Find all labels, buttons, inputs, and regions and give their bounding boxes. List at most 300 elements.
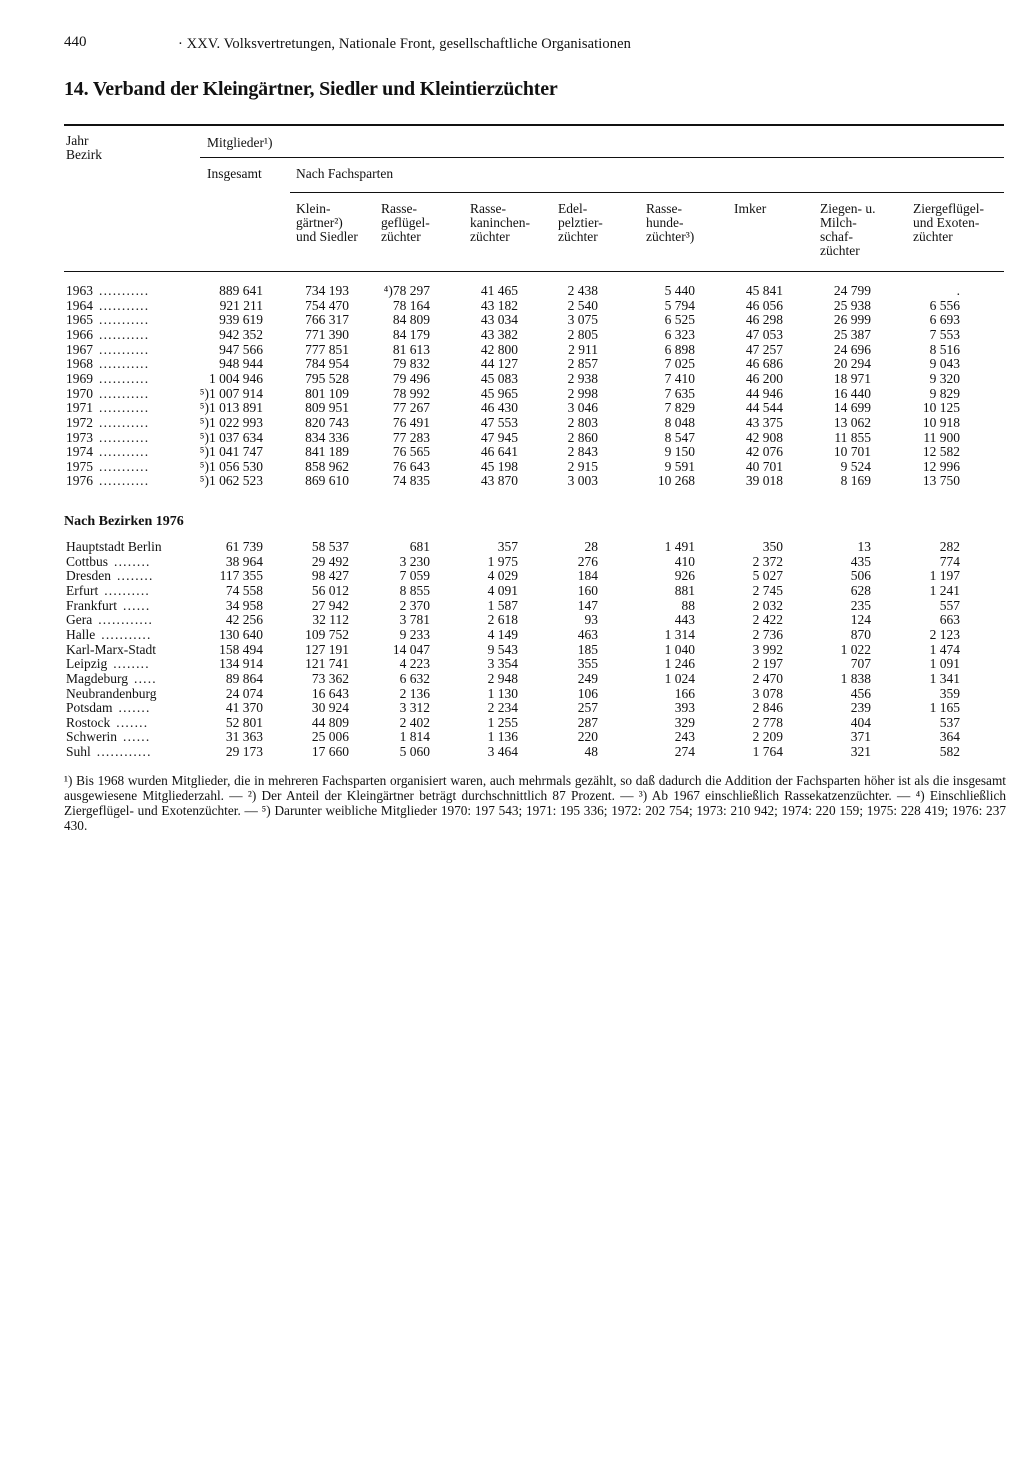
row-label-text: Magdeburg	[66, 670, 128, 686]
row-label-text: Erfurt	[66, 582, 99, 598]
cell-rassehunde: 88	[681, 597, 695, 613]
cell-imker: 42 908	[745, 429, 783, 445]
cell-kleingaertner: 809 951	[305, 400, 349, 416]
row-label-text: 1972	[66, 414, 93, 430]
cell-ziergefluegel: 537	[939, 714, 960, 730]
cell-rassehunde: 410	[674, 553, 695, 569]
row-label	[66, 298, 149, 314]
cell-edelpelztier: 220	[577, 729, 598, 745]
cell-rassekaninchen: 4 149	[487, 626, 518, 642]
cell-rassehunde: 443	[674, 612, 695, 628]
cell-rassegefluegel: 681	[409, 539, 430, 554]
cell-kleingaertner: 58 537	[311, 539, 349, 554]
cell-ziegen: 506	[850, 568, 871, 584]
cell-imker: 350	[762, 539, 783, 554]
row-label	[66, 554, 151, 570]
cell-insgesamt: 1 004 946	[209, 370, 263, 386]
row-leader-dots: ...........	[99, 473, 150, 489]
cell-insgesamt: 948 944	[219, 356, 263, 372]
cell-edelpelztier: 48	[584, 744, 598, 760]
cell-insgesamt: 158 494	[219, 641, 263, 657]
cell-insgesamt: 61 739	[225, 539, 263, 554]
row-label	[66, 371, 149, 387]
cell-rassehunde: 6 323	[664, 326, 695, 342]
cell-rassegefluegel: 3 230	[399, 553, 430, 569]
cell-insgesamt: ⁵)1 013 891	[199, 400, 263, 416]
cell-rassegefluegel: 79 496	[392, 370, 430, 386]
cell-edelpelztier: 257	[577, 700, 598, 716]
cell-insgesamt: ⁵)1 007 914	[199, 385, 263, 401]
cell-edelpelztier: 3 046	[567, 400, 598, 416]
cell-kleingaertner: 98 427	[311, 568, 349, 584]
row-label-text: Leipzig	[66, 656, 108, 672]
cell-edelpelztier: 2 540	[567, 297, 598, 313]
row-leader-dots: ........	[113, 656, 150, 672]
cell-kleingaertner: 109 752	[305, 626, 349, 642]
row-leader-dots: ........	[116, 568, 154, 584]
cell-rassehunde: 6 898	[664, 341, 695, 357]
cell-imker: 42 076	[745, 444, 783, 460]
cell-insgesamt: 24 074	[225, 685, 263, 701]
cell-insgesamt: 130 640	[219, 626, 263, 642]
cell-edelpelztier: 2 438	[567, 283, 598, 298]
cell-imker: 2 032	[752, 597, 783, 613]
cell-ziergefluegel: 1 165	[929, 700, 960, 716]
cell-rassegefluegel: 4 223	[399, 656, 430, 672]
header-line: kaninchen-	[470, 215, 530, 230]
header-nach-fachsparten: Nach Fachsparten	[296, 166, 394, 181]
row-label	[66, 473, 149, 489]
header-line: und Exoten-	[913, 215, 980, 230]
cell-rassegefluegel: 84 809	[392, 312, 430, 328]
cell-imker: 46 200	[745, 370, 783, 386]
row-label	[66, 386, 149, 402]
cell-ziergefluegel: 13 750	[922, 473, 960, 489]
cell-rassekaninchen: 1 255	[487, 714, 518, 730]
cell-edelpelztier: 287	[577, 714, 598, 730]
header-line: Milch-	[820, 215, 857, 230]
cell-rassegefluegel: 2 402	[399, 714, 430, 730]
cell-ziegen: 8 169	[840, 473, 871, 489]
row-label	[66, 415, 149, 431]
cell-rassekaninchen: 2 618	[487, 612, 518, 628]
cell-insgesamt: 134 914	[219, 656, 263, 672]
row-label	[66, 598, 150, 614]
cell-insgesamt: ⁵)1 037 634	[199, 429, 263, 445]
cell-imker: 3 078	[752, 685, 783, 701]
cell-imker: 5 027	[752, 568, 783, 584]
cell-kleingaertner: 766 317	[305, 312, 349, 328]
cell-rassehunde: 329	[674, 714, 695, 730]
cell-ziegen: 9 524	[840, 458, 871, 474]
cell-rassegefluegel: 6 632	[399, 670, 430, 686]
cell-imker: 2 736	[752, 626, 783, 642]
row-leader-dots: ...........	[99, 326, 150, 342]
cell-insgesamt: 889 641	[219, 283, 263, 298]
cell-rassekaninchen: 1 136	[487, 729, 518, 745]
cell-imker: 45 841	[745, 283, 783, 298]
cell-rassekaninchen: 43 382	[480, 326, 518, 342]
row-leader-dots: ...........	[99, 297, 150, 313]
row-label	[66, 642, 156, 658]
cell-rassegefluegel: ⁴)78 297	[383, 283, 430, 298]
row-leader-dots: ...........	[99, 444, 150, 460]
cell-rassehunde: 7 025	[664, 356, 695, 372]
page-number: 440	[64, 34, 87, 50]
cell-rassekaninchen: 45 965	[480, 385, 518, 401]
cell-rassehunde: 5 794	[664, 297, 695, 313]
row-label-text: 1970	[66, 385, 93, 401]
cell-ziegen: 239	[850, 700, 871, 716]
row-leader-dots: ............	[98, 612, 154, 628]
cell-ziergefluegel: 1 341	[929, 670, 960, 686]
cell-edelpelztier: 185	[577, 641, 598, 657]
cell-rassegefluegel: 5 060	[399, 744, 430, 760]
cell-edelpelztier: 160	[577, 582, 598, 598]
cell-edelpelztier: 355	[577, 656, 598, 672]
cell-edelpelztier: 2 938	[567, 370, 598, 386]
header-bottom-rule	[64, 271, 1004, 272]
cell-rassehunde: 1 024	[664, 670, 695, 686]
cell-ziegen: 235	[850, 597, 871, 613]
row-label-text: Neubrandenburg	[66, 685, 157, 701]
header-line: pelztier-	[558, 215, 603, 230]
cell-imker: 2 372	[752, 553, 783, 569]
row-label-text: Halle	[66, 626, 96, 642]
header-ziegen	[820, 202, 875, 258]
row-leader-dots: .....	[134, 670, 157, 686]
cell-ziergefluegel: 1 091	[929, 656, 960, 672]
row-label	[66, 444, 149, 460]
cell-rassegefluegel: 84 179	[392, 326, 430, 342]
cell-rassehunde: 7 829	[664, 400, 695, 416]
cell-imker: 2 745	[752, 582, 783, 598]
row-label-text: Cottbus	[66, 553, 109, 569]
cell-rassegefluegel: 76 643	[392, 458, 430, 474]
cell-insgesamt: ⁵)1 056 530	[199, 458, 263, 474]
cell-rassekaninchen: 46 641	[480, 444, 518, 460]
row-label-text: Frankfurt	[66, 597, 117, 613]
cell-rassehunde: 274	[674, 744, 695, 760]
cell-ziergefluegel: .	[956, 283, 960, 298]
cell-ziegen: 707	[850, 656, 871, 672]
cell-rassehunde: 1 246	[664, 656, 695, 672]
cell-edelpelztier: 28	[584, 539, 598, 554]
cell-kleingaertner: 734 193	[305, 283, 349, 298]
cell-rassehunde: 5 440	[664, 283, 695, 298]
cell-imker: 44 946	[745, 385, 783, 401]
cell-rassegefluegel: 3 312	[399, 700, 430, 716]
cell-rassegefluegel: 1 814	[399, 729, 430, 745]
row-leader-dots: ..........	[104, 582, 150, 598]
cell-edelpelztier: 2 911	[568, 341, 598, 357]
header-line: Ziegen- u.	[820, 201, 876, 216]
cell-rassekaninchen: 43 870	[480, 473, 518, 489]
cell-edelpelztier: 2 998	[567, 385, 598, 401]
cell-ziegen: 321	[850, 744, 871, 760]
cell-ziegen: 435	[850, 553, 871, 569]
row-label-text: Schwerin	[66, 729, 117, 745]
cell-rassegefluegel: 76 491	[392, 414, 430, 430]
header-line: Edel-	[558, 201, 588, 216]
header-mitglieder: Mitglieder¹)	[207, 135, 273, 150]
header-line: schaf-	[820, 229, 853, 244]
cell-insgesamt: 41 370	[225, 700, 263, 716]
cell-edelpelztier: 249	[577, 670, 598, 686]
row-label-text: 1968	[66, 356, 93, 372]
cell-kleingaertner: 17 660	[311, 744, 349, 760]
row-label-text: 1969	[66, 370, 93, 386]
cell-kleingaertner: 44 809	[311, 714, 349, 730]
header-line: Rasse-	[646, 201, 682, 216]
cell-imker: 40 701	[745, 458, 783, 474]
cell-edelpelztier: 3 075	[567, 312, 598, 328]
cell-imker: 43 375	[745, 414, 783, 430]
cell-kleingaertner: 25 006	[311, 729, 349, 745]
cell-rassehunde: 926	[674, 568, 695, 584]
cell-rassekaninchen: 2 234	[487, 700, 518, 716]
cell-ziegen: 1 838	[840, 670, 871, 686]
cell-imker: 2 470	[752, 670, 783, 686]
header-line: gärtner²)	[296, 215, 343, 230]
cell-rassegefluegel: 81 613	[392, 341, 430, 357]
cell-rassehunde: 10 268	[657, 473, 695, 489]
cell-rassekaninchen: 42 800	[480, 341, 518, 357]
cell-ziegen: 16 440	[833, 385, 871, 401]
row-leader-dots: ...........	[99, 312, 150, 328]
cell-ziergefluegel: 557	[939, 597, 960, 613]
cell-kleingaertner: 16 643	[311, 685, 349, 701]
header-line: Ziergeflügel-	[913, 201, 984, 216]
header-line: züchter	[381, 229, 421, 244]
cell-ziegen: 404	[850, 714, 871, 730]
row-leader-dots: ...........	[99, 356, 150, 372]
row-label-text: 1976	[66, 473, 93, 489]
cell-rassehunde: 1 040	[664, 641, 695, 657]
cell-rassekaninchen: 45 198	[480, 458, 518, 474]
cell-edelpelztier: 2 805	[567, 326, 598, 342]
cell-imker: 2 422	[752, 612, 783, 628]
cell-ziergefluegel: 10 125	[922, 400, 960, 416]
cell-insgesamt: 31 363	[225, 729, 263, 745]
cell-edelpelztier: 463	[577, 626, 598, 642]
running-head: · XXV. Volksvertretungen, Nationale Front, gesellschaftliche Organisationen	[178, 36, 632, 52]
cell-ziegen: 25 387	[833, 326, 871, 342]
cell-rassehunde: 1 314	[664, 626, 695, 642]
cell-insgesamt: 42 256	[225, 612, 263, 628]
cell-ziergefluegel: 12 582	[922, 444, 960, 460]
header-rassegefluegel	[381, 202, 430, 244]
cell-ziergefluegel: 774	[939, 553, 960, 569]
cell-imker: 44 544	[745, 400, 783, 416]
cell-ziegen: 1 022	[840, 641, 871, 657]
cell-insgesamt: 89 864	[225, 670, 263, 686]
row-label	[66, 342, 149, 358]
cell-ziergefluegel: 663	[939, 612, 960, 628]
cell-ziergefluegel: 1 197	[929, 568, 960, 584]
cell-ziergefluegel: 8 516	[929, 341, 960, 357]
districts-section-label: Nach Bezirken 1976	[64, 514, 184, 529]
cell-edelpelztier: 2 843	[567, 444, 598, 460]
cell-ziegen: 13 062	[833, 414, 871, 430]
row-label	[66, 400, 149, 416]
row-label-text: 1973	[66, 429, 93, 445]
cell-kleingaertner: 841 189	[305, 444, 349, 460]
cell-ziergefluegel: 6 556	[929, 297, 960, 313]
cell-insgesamt: 947 566	[219, 341, 263, 357]
cell-rassegefluegel: 7 059	[399, 568, 430, 584]
cell-imker: 47 257	[745, 341, 783, 357]
cell-rassekaninchen: 3 354	[487, 656, 518, 672]
cell-rassekaninchen: 47 553	[480, 414, 518, 430]
cell-ziegen: 24 799	[833, 283, 871, 298]
cell-rassekaninchen: 4 091	[487, 582, 518, 598]
cell-rassegefluegel: 9 233	[399, 626, 430, 642]
row-label-text: Hauptstadt Berlin	[66, 539, 162, 554]
cell-ziegen: 628	[850, 582, 871, 598]
row-label-text: 1975	[66, 458, 93, 474]
cell-ziergefluegel: 1 241	[929, 582, 960, 598]
header-line: Rasse-	[381, 201, 417, 216]
cell-rassekaninchen: 4 029	[487, 568, 518, 584]
cell-kleingaertner: 127 191	[305, 641, 349, 657]
row-label-text: 1971	[66, 400, 93, 416]
cell-rassehunde: 166	[674, 685, 695, 701]
row-leader-dots: .......	[116, 714, 149, 730]
cell-rassegefluegel: 3 781	[399, 612, 430, 628]
row-label-text: Suhl	[66, 744, 91, 760]
cell-rassegefluegel: 8 855	[399, 582, 430, 598]
cell-rassehunde: 8 048	[664, 414, 695, 430]
row-label-text: Gera	[66, 612, 93, 628]
cell-ziegen: 10 701	[833, 444, 871, 460]
cell-rassehunde: 1 491	[664, 539, 695, 554]
row-leader-dots: ......	[123, 597, 151, 613]
cell-insgesamt: 942 352	[219, 326, 263, 342]
cell-ziergefluegel: 282	[939, 539, 960, 554]
cell-imker: 46 056	[745, 297, 783, 313]
row-label-text: Potsdam	[66, 700, 113, 716]
cell-insgesamt: 117 355	[219, 568, 263, 584]
cell-rassegefluegel: 77 267	[392, 400, 430, 416]
cell-rassekaninchen: 43 182	[480, 297, 518, 313]
cell-ziergefluegel: 582	[939, 744, 960, 760]
cell-ziegen: 870	[850, 626, 871, 642]
cell-rassehunde: 9 150	[664, 444, 695, 460]
cell-rassekaninchen: 9 543	[487, 641, 518, 657]
cell-insgesamt: 921 211	[219, 297, 263, 313]
cell-rassegefluegel: 77 283	[392, 429, 430, 445]
cell-ziegen: 456	[850, 685, 871, 701]
cell-rassegefluegel: 2 370	[399, 597, 430, 613]
cell-ziegen: 11 855	[834, 429, 871, 445]
row-label-text: 1967	[66, 341, 93, 357]
row-leader-dots: ............	[96, 744, 152, 760]
cell-ziergefluegel: 7 553	[929, 326, 960, 342]
cell-edelpelztier: 184	[577, 568, 598, 584]
cell-insgesamt: 939 619	[219, 312, 263, 328]
cell-rassehunde: 881	[674, 582, 695, 598]
cell-insgesamt: 52 801	[225, 714, 263, 730]
cell-rassekaninchen: 47 945	[480, 429, 518, 445]
row-label	[66, 312, 149, 328]
cell-insgesamt: ⁵)1 062 523	[199, 473, 263, 489]
header-rassekaninchen	[470, 202, 530, 244]
cell-imker: 2 209	[752, 729, 783, 745]
row-label	[66, 671, 157, 687]
cell-rassekaninchen: 44 127	[480, 356, 518, 372]
row-label	[66, 744, 152, 760]
cell-rassekaninchen: 41 465	[480, 283, 518, 298]
cell-imker: 3 992	[752, 641, 783, 657]
header-jahr: Jahr	[66, 133, 89, 148]
cell-imker: 2 197	[752, 656, 783, 672]
cell-insgesamt: 29 173	[225, 744, 263, 760]
cell-ziergefluegel: 9 320	[929, 370, 960, 386]
footnotes: ¹) Bis 1968 wurden Mitglieder, die in mehreren Fachsparten organisiert waren, auch mehrmals gezählt, so daß dadurch die Addition der Fachsparten höher ist als die insgesamt ausgewiesene Mitgliederzahl. — ²) Der Anteil der Kleingärtner beträgt durchschnittlich 87 Prozent. — ³) Ab 1967 einschließlich Rassekatzenzüchter. — ⁴) Einschließlich Ziergeflügel- und Exotenzüchter. — ⁵) Darunter weibliche Mitglieder 1970: 197 543; 1971: 195 336; 1972: 202 754; 1973: 210 942; 1974: 220 159; 1975: 228 419; 1976: 237 430.	[64, 773, 1006, 833]
cell-ziergefluegel: 1 474	[929, 641, 960, 657]
header-edelpelztier	[558, 202, 603, 244]
cell-ziergefluegel: 9 043	[929, 356, 960, 372]
row-leader-dots: ...........	[99, 400, 150, 416]
header-line: Imker	[734, 201, 767, 216]
row-label-text: 1965	[66, 312, 93, 328]
cell-ziegen: 18 971	[833, 370, 871, 386]
row-label-text: 1966	[66, 326, 93, 342]
cell-kleingaertner: 784 954	[305, 356, 349, 372]
cell-ziergefluegel: 6 693	[929, 312, 960, 328]
cell-kleingaertner: 27 942	[311, 597, 349, 613]
row-label	[66, 539, 162, 555]
header-line: geflügel-	[381, 215, 430, 230]
cell-kleingaertner: 32 112	[312, 612, 349, 628]
cell-rassegefluegel: 2 136	[399, 685, 430, 701]
header-line: züchter	[820, 243, 860, 258]
cell-kleingaertner: 820 743	[305, 414, 349, 430]
header-line: Klein-	[296, 201, 331, 216]
cell-edelpelztier: 2 857	[567, 356, 598, 372]
row-leader-dots: ......	[123, 729, 151, 745]
cell-rassegefluegel: 76 565	[392, 444, 430, 460]
row-leader-dots: ........	[114, 553, 151, 569]
cell-ziergefluegel: 359	[939, 685, 960, 701]
row-label-text: 1974	[66, 444, 93, 460]
cell-kleingaertner: 795 528	[305, 370, 349, 386]
header-line: züchter	[558, 229, 598, 244]
cell-rassekaninchen: 46 430	[480, 400, 518, 416]
cell-kleingaertner: 73 362	[311, 670, 349, 686]
cell-edelpelztier: 2 803	[567, 414, 598, 430]
cell-imker: 46 298	[745, 312, 783, 328]
row-label-text: Dresden	[66, 568, 111, 584]
row-label	[66, 459, 149, 475]
cell-imker: 39 018	[745, 473, 783, 489]
header-kleingaertner	[296, 202, 358, 244]
row-leader-dots: ...........	[99, 458, 150, 474]
row-label	[66, 356, 149, 372]
cell-edelpelztier: 2 860	[567, 429, 598, 445]
row-label-text: 1964	[66, 297, 93, 313]
cell-rassekaninchen: 43 034	[480, 312, 518, 328]
fachsparten-rule	[290, 192, 1004, 193]
cell-imker: 47 053	[745, 326, 783, 342]
cell-rassegefluegel: 14 047	[392, 641, 430, 657]
cell-kleingaertner: 30 924	[311, 700, 349, 716]
header-bezirk: Bezirk	[66, 147, 102, 162]
header-line: hunde-	[646, 215, 684, 230]
cell-kleingaertner: 869 610	[305, 473, 349, 489]
cell-imker: 2 846	[752, 700, 783, 716]
